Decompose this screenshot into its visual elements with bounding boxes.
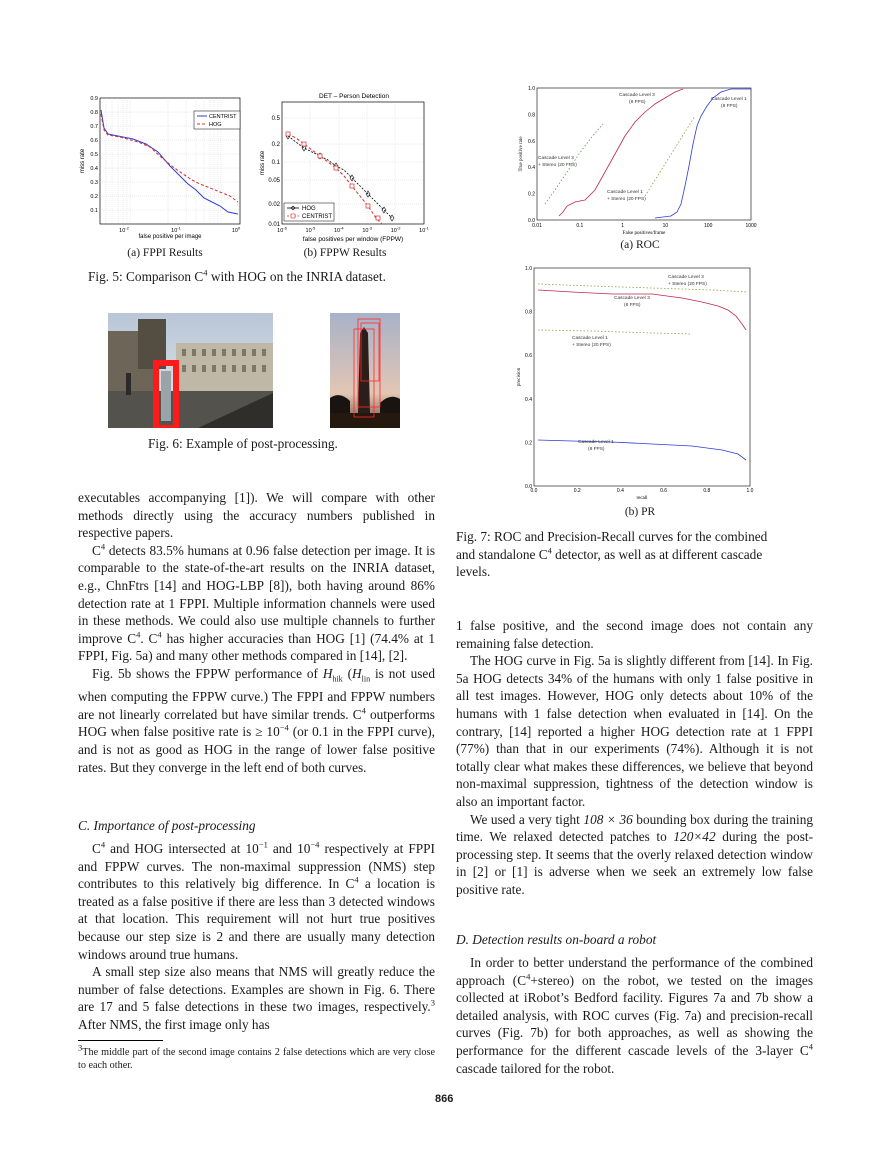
fig7b-ytick: 0.4 — [525, 396, 532, 403]
fig7a-xtick: 0.01 — [532, 223, 542, 229]
fig5a-ytick: 0.3 — [90, 180, 98, 186]
right-column-text-2 — [456, 954, 813, 1077]
fig5a-ytick: 0.2 — [90, 194, 98, 200]
fig7b-ytick: 0.8 — [525, 309, 532, 316]
fig7a-ytick: 0.0 — [528, 218, 535, 224]
left-paragraph-2: $C^4$ detects 83.5% humans at 0.96 false detection per image. It is comparable to the state-of-the-art results on the INRIA dataset, e.g., ChnFtrs [14] and HOG-LBP [8]), both having around 86% detection rate at 1 FPPI. Multiple information channels were used in these methods. We could also use multiple channels to further improve $C^4$. $C^4$ has higher accuracies than HOG [1] (74.4% at 1 FPPI, Fig. 5a) and many other methods compared in [14], [2]. — [78, 541, 435, 664]
section-heading-d: D. Detection results on-board a robot — [456, 932, 657, 947]
fig7a-ytick: 0.4 — [528, 165, 535, 172]
fig6-photo-left — [108, 313, 273, 428]
fig7a-xtick: 10 — [662, 223, 669, 229]
fig7b-label-l1s-fps: + Stereo (20 FPS) — [572, 343, 611, 348]
left-paragraph-3: Fig. 5b shows the FPPW performance of $H_{hik}$ ($H_{lin}$ is not used when computing the FPPW curve.) The FPPI and FPPW numbers are not linearly correlated but have similar trends. $C^4$ outperforms HOG when false positive rate is ≥ $10^{-4}$ (or 0.1 in the FPPI curve), and is not as good as HOG in the range of lower false positive rates. But they converge in the left end of both curves. — [78, 665, 435, 775]
fig7b-label-l1: Cascade Level 1 — [578, 440, 614, 445]
left-paragraph-4: $C^4$ and HOG intersected at $10^{-1}$ and $10^{-4}$ respectively at FPPI and FPPW curves. The non-maximal suppression (NMS) step contributes to this relatively big difference. In $C^4$ a location is treated as a false positive if there are less than 3 detected windows at that location. This requirement will not hurt true positives because our step size is 2 and there are usually many detection windows around true humans. — [78, 839, 435, 962]
fig5a-ytick: 0.6 — [90, 138, 98, 144]
left-column-text — [78, 489, 435, 776]
fig5b-ytick: 0.01 — [268, 222, 280, 228]
fig5b-ytick: 0.2 — [271, 142, 280, 148]
fig7a-roc-plot — [515, 86, 760, 236]
left-column-text-2 — [78, 840, 435, 1034]
fig7b-label-l3s: Cascade Level 3 — [668, 275, 704, 280]
fig5a-legend-centrist: CENTRIST — [209, 114, 237, 120]
fig7a-xtick: 0.1 — [576, 223, 584, 229]
fig5b-caption: (b) FPPW Results — [303, 247, 387, 259]
fig7a-label-l3s: Cascade Level 3 — [538, 156, 574, 161]
left-paragraph-1: executables accompanying [1]). We will compare with other methods directly using the accuracy numbers published in respective papers. — [78, 490, 435, 541]
fig5a-legend — [194, 111, 240, 129]
fig5b-xtick: $10^{-2}$ — [390, 225, 401, 234]
fig7a-xlabel: False positives/frame — [622, 231, 666, 236]
fig7b-label-l3s-fps: + Stereo (20 FPS) — [668, 282, 707, 287]
fig6-caption: Fig. 6: Example of post-processing. — [148, 436, 338, 451]
fig7b-xtick: 0.8 — [703, 488, 711, 494]
fig7a-xtick: 100 — [704, 223, 713, 229]
fig7a-ylabel: True positive rate — [519, 136, 524, 172]
right-paragraph-4: In order to better understand the performance of the combined approach $(C^4+stereo)$ on the robot, we tested on the images collected at iRobot’s Bedford facility. Figures 7a and 7b show a detailed analysis, with ROC curves (Fig. 7a) and precision-recall curves (Fig. 7b) for both approaches, as well as showing the performance for the different cascade levels of the 3-layer $C^4$ cascade tailored for the robot. — [456, 955, 813, 1076]
fig5a-ytick: 0.1 — [90, 208, 98, 214]
fig7b-ytick: 0.6 — [525, 353, 532, 360]
right-paragraph-2: The HOG curve in Fig. 5a is slightly different from [14]. In Fig. 5a HOG detects 34% of the humans with only 1 false positive in all test images. However, HOG only detects about 10% of the humans with 1 false detection when evaluated in [14]. On the contrary, [14] reported a higher HOG detection rate at 1 FPPI (77%) than that in our experiments (74%). Although it is not totally clear what makes these differences, we believe that beyond non-maximal suppression, tightness of the detection window is also an important factor. — [456, 653, 813, 809]
fig7b-xtick: 1.0 — [746, 488, 754, 494]
fig5a-ytick: 0.4 — [90, 166, 98, 172]
fig7a-label-l1s: Cascade Level 1 — [607, 190, 643, 195]
fig7a-label-l3: Cascade Level 3 — [619, 93, 655, 98]
fig7b-xtick: 0.0 — [530, 488, 538, 494]
footnote-rule — [78, 1040, 163, 1041]
fig5a-caption: (a) FPPI Results — [127, 247, 203, 259]
fig7b-xtick: 0.6 — [660, 488, 668, 494]
fig5b-xlabel: false positives per window (FPPW) — [302, 236, 404, 243]
section-heading-c: C. Importance of post-processing — [78, 818, 256, 833]
fig7a-label-l3s-fps: + Stereo (20 FPS) — [538, 163, 577, 168]
fig5a-ytick: 0.9 — [90, 96, 98, 102]
fig5b-ylabel: miss rate — [260, 150, 266, 176]
fig7a-label-l1-fps: (8 FPS) — [721, 104, 738, 109]
fig7b-caption: (b) PR — [624, 506, 656, 518]
right-paragraph-1: 1 false positive, and the second image does not contain any remaining false detection. — [456, 618, 813, 651]
fig5b-xtick: $10^{-3}$ — [362, 225, 373, 234]
left-paragraph-5: A small step size also means that NMS will greatly reduce the number of false detections. Examples are shown in Fig. 6. There are 17 and 5 false detections in these two images, respectively.$^3$ After NMS, the first image only has — [78, 964, 435, 1032]
fig5a-xtick: $10^0$ — [231, 225, 241, 234]
fig5a-xtick: $10^{-1}$ — [171, 225, 181, 234]
fig7b-ylabel: precision — [517, 367, 522, 387]
fig7a-ytick: 0.8 — [528, 112, 535, 119]
fig7a-label-l1s-fps: + Stereo (20 FPS) — [607, 197, 646, 202]
fig5a-ylabel: miss rate — [80, 148, 86, 174]
fig5a-ytick: 0.5 — [90, 152, 98, 158]
fig5b-ytick: 0.5 — [271, 116, 280, 122]
fig7a-label-l1: Cascade Level 1 — [711, 97, 747, 102]
fig7b-ytick: 1.0 — [525, 266, 532, 272]
fig7a-ytick: 0.6 — [528, 138, 535, 145]
fig7a-caption: (a) ROC — [620, 239, 660, 251]
fig7b-label-l1s: Cascade Level 1 — [572, 336, 608, 341]
fig5b-ytick: 0.02 — [268, 202, 280, 208]
fig7-caption: Fig. 7: ROC and Precision-Recall curves for the combined and standalone $C^4$ detector, as well as at different cascade levels. — [456, 529, 768, 580]
page-number: 866 — [435, 1093, 454, 1105]
fig5b-legend-hog: HOG — [302, 206, 316, 212]
fig5a-xlabel: false positive per image — [138, 234, 202, 240]
fig7a-xtick: 1 — [621, 223, 624, 229]
fig7b-xtick: 0.4 — [616, 488, 624, 494]
fig7a-label-l3-fps: (8 FPS) — [629, 100, 646, 105]
fig5-caption: Fig. 5: Comparison $C^4$ with HOG on the INRIA dataset. — [88, 267, 386, 284]
fig5a-legend-hog: HOG — [209, 122, 222, 128]
fig5b-legend-centrist: CENTRIST — [302, 214, 332, 220]
fig5b-xtick: $10^{-1}$ — [419, 225, 429, 234]
fig7a-xtick: 1000 — [745, 223, 757, 229]
footnote: $^3$The middle part of the second image contains 2 false detections which are very close to each other. — [78, 1042, 435, 1071]
fig5a-xtick: $10^{-2}$ — [119, 225, 129, 234]
fig5b-legend — [284, 203, 334, 221]
fig5b-ytick: 0.05 — [268, 178, 280, 184]
fig5b-xtick: $10^{-4}$ — [333, 225, 344, 234]
fig7b-label-l3: Cascade Level 3 — [614, 296, 650, 301]
fig7b-xlabel: recall — [636, 496, 648, 501]
fig7b-label-l3-fps: (8 FPS) — [624, 303, 641, 308]
fig5b-plot — [252, 90, 432, 245]
right-paragraph-3: We used a very tight 108 × 36 bounding box during the training time. We relaxed detected patches to 120×42 during the post-processing step. It seems that the overly relaxed detection window in [2] or [1] is adverse when we seek an extremely low false positive rate. — [456, 811, 813, 897]
fig5b-ytick: 0.1 — [271, 160, 280, 166]
fig7a-ytick: 0.2 — [528, 191, 535, 198]
fig6-photo-right — [330, 313, 400, 428]
fig5b-xtick: $10^{-6}$ — [277, 225, 287, 234]
fig7b-ytick: 0.0 — [525, 484, 532, 490]
fig7b-xtick: 0.2 — [573, 488, 581, 494]
right-column-text — [456, 617, 813, 899]
fig7b-pr-plot — [512, 264, 762, 501]
fig7b-ytick: 0.2 — [525, 440, 532, 447]
fig5a-ytick: 0.7 — [90, 124, 98, 130]
fig7b-label-l1-fps: (8 FPS) — [588, 447, 605, 452]
fig5b-title: DET – Person Detection — [319, 93, 389, 100]
fig5b-xtick: $10^{-5}$ — [305, 225, 316, 234]
fig5a-ytick: 0.8 — [90, 110, 98, 116]
fig5a-plot — [78, 92, 248, 242]
fig7a-ytick: 1.0 — [528, 86, 535, 92]
